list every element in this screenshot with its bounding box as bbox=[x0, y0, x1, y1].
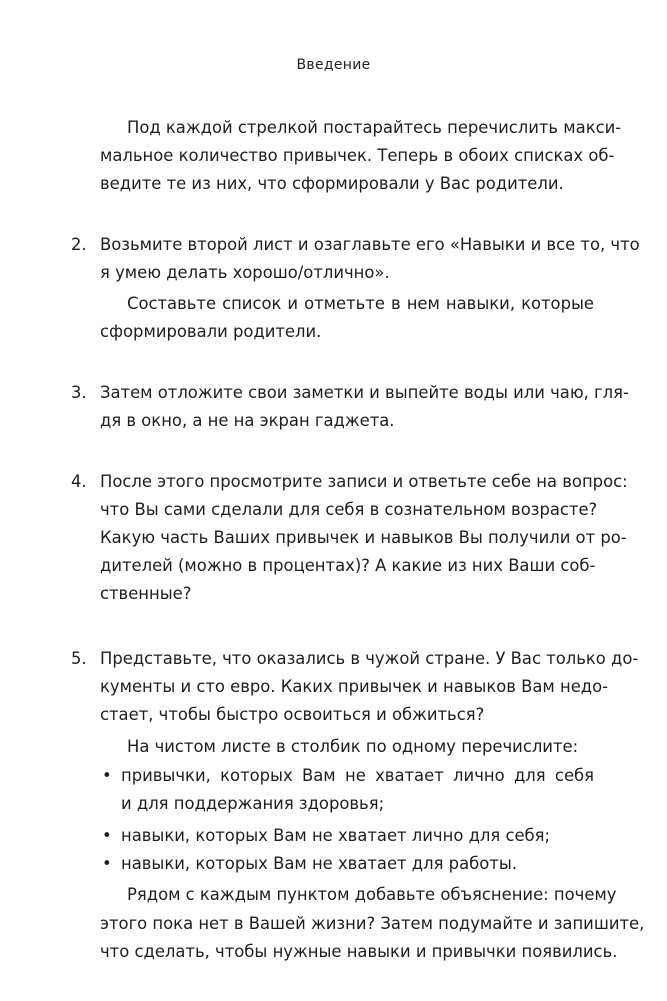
list-item-line: Затем отложите свои заметки и выпейте воды или чаю, гля- bbox=[100, 383, 629, 402]
list-item-line: что сделать, чтобы нужные навыки и привычки появились. bbox=[100, 942, 618, 961]
list-item-line: что Вы сами сделали для себя в сознательном возрасте? bbox=[100, 500, 598, 519]
list-item-line: Возьмите второй лист и озаглавьте его «Навыки и все то, что bbox=[100, 235, 640, 254]
page-header: Введение bbox=[296, 57, 371, 73]
list-number: 2. bbox=[71, 235, 87, 254]
list-item-line: сформировали родители. bbox=[100, 322, 322, 341]
list-item-line: дя в окно, а не на экран гаджета. bbox=[100, 411, 395, 430]
list-item-line: Рядом с каждым пунктом добавьте объяснение: почему bbox=[127, 885, 617, 904]
list-item-line: дителей (можно в процентах)? А какие из них Ваши соб- bbox=[100, 556, 596, 575]
list-number: 4. bbox=[71, 472, 87, 491]
list-item-line: После этого просмотрите записи и ответьте себе на вопрос: bbox=[100, 472, 628, 491]
paragraph-line: Под каждой стрелкой постарайтесь перечислить макси- bbox=[127, 118, 622, 137]
bullet-line: навыки, которых Вам не хватает для работы. bbox=[121, 854, 517, 873]
bullet-line: и для поддержания здоровья; bbox=[121, 794, 385, 813]
paragraph-line: ведите те из них, что сформировали у Вас родители. bbox=[100, 174, 564, 193]
list-item-line: Составьте список и отметьте в нем навыки, которые bbox=[127, 294, 594, 313]
list-item-line: Какую часть Ваших привычек и навыков Вы получили от ро- bbox=[100, 528, 627, 547]
bullet-line: навыки, которых Вам не хватает лично для себя; bbox=[121, 826, 551, 845]
list-item-line: этого пока нет в Вашей жизни? Затем подумайте и запишите, bbox=[100, 914, 645, 933]
paragraph-line: мальное количество привычек. Теперь в обоих списках об- bbox=[100, 146, 615, 165]
list-number: 3. bbox=[71, 383, 87, 402]
bullet-icon: • bbox=[102, 826, 112, 845]
list-item-line: стает, чтобы быстро освоиться и обжиться? bbox=[100, 705, 485, 724]
bullet-icon: • bbox=[102, 766, 112, 785]
list-item-line: ственные? bbox=[100, 584, 192, 603]
bullet-icon: • bbox=[102, 854, 112, 873]
list-item-line: кументы и сто евро. Каких привычек и навыков Вам недо- bbox=[100, 677, 609, 696]
list-item-line: я умею делать хорошо/отлично». bbox=[100, 263, 390, 282]
list-item-line: Представьте, что оказались в чужой стране. У Вас только до- bbox=[100, 649, 639, 668]
list-number: 5. bbox=[71, 649, 87, 668]
list-item-line: На чистом листе в столбик по одному перечислите: bbox=[127, 737, 579, 756]
bullet-line: привычки, которых Вам не хватает лично для себя bbox=[121, 766, 594, 785]
